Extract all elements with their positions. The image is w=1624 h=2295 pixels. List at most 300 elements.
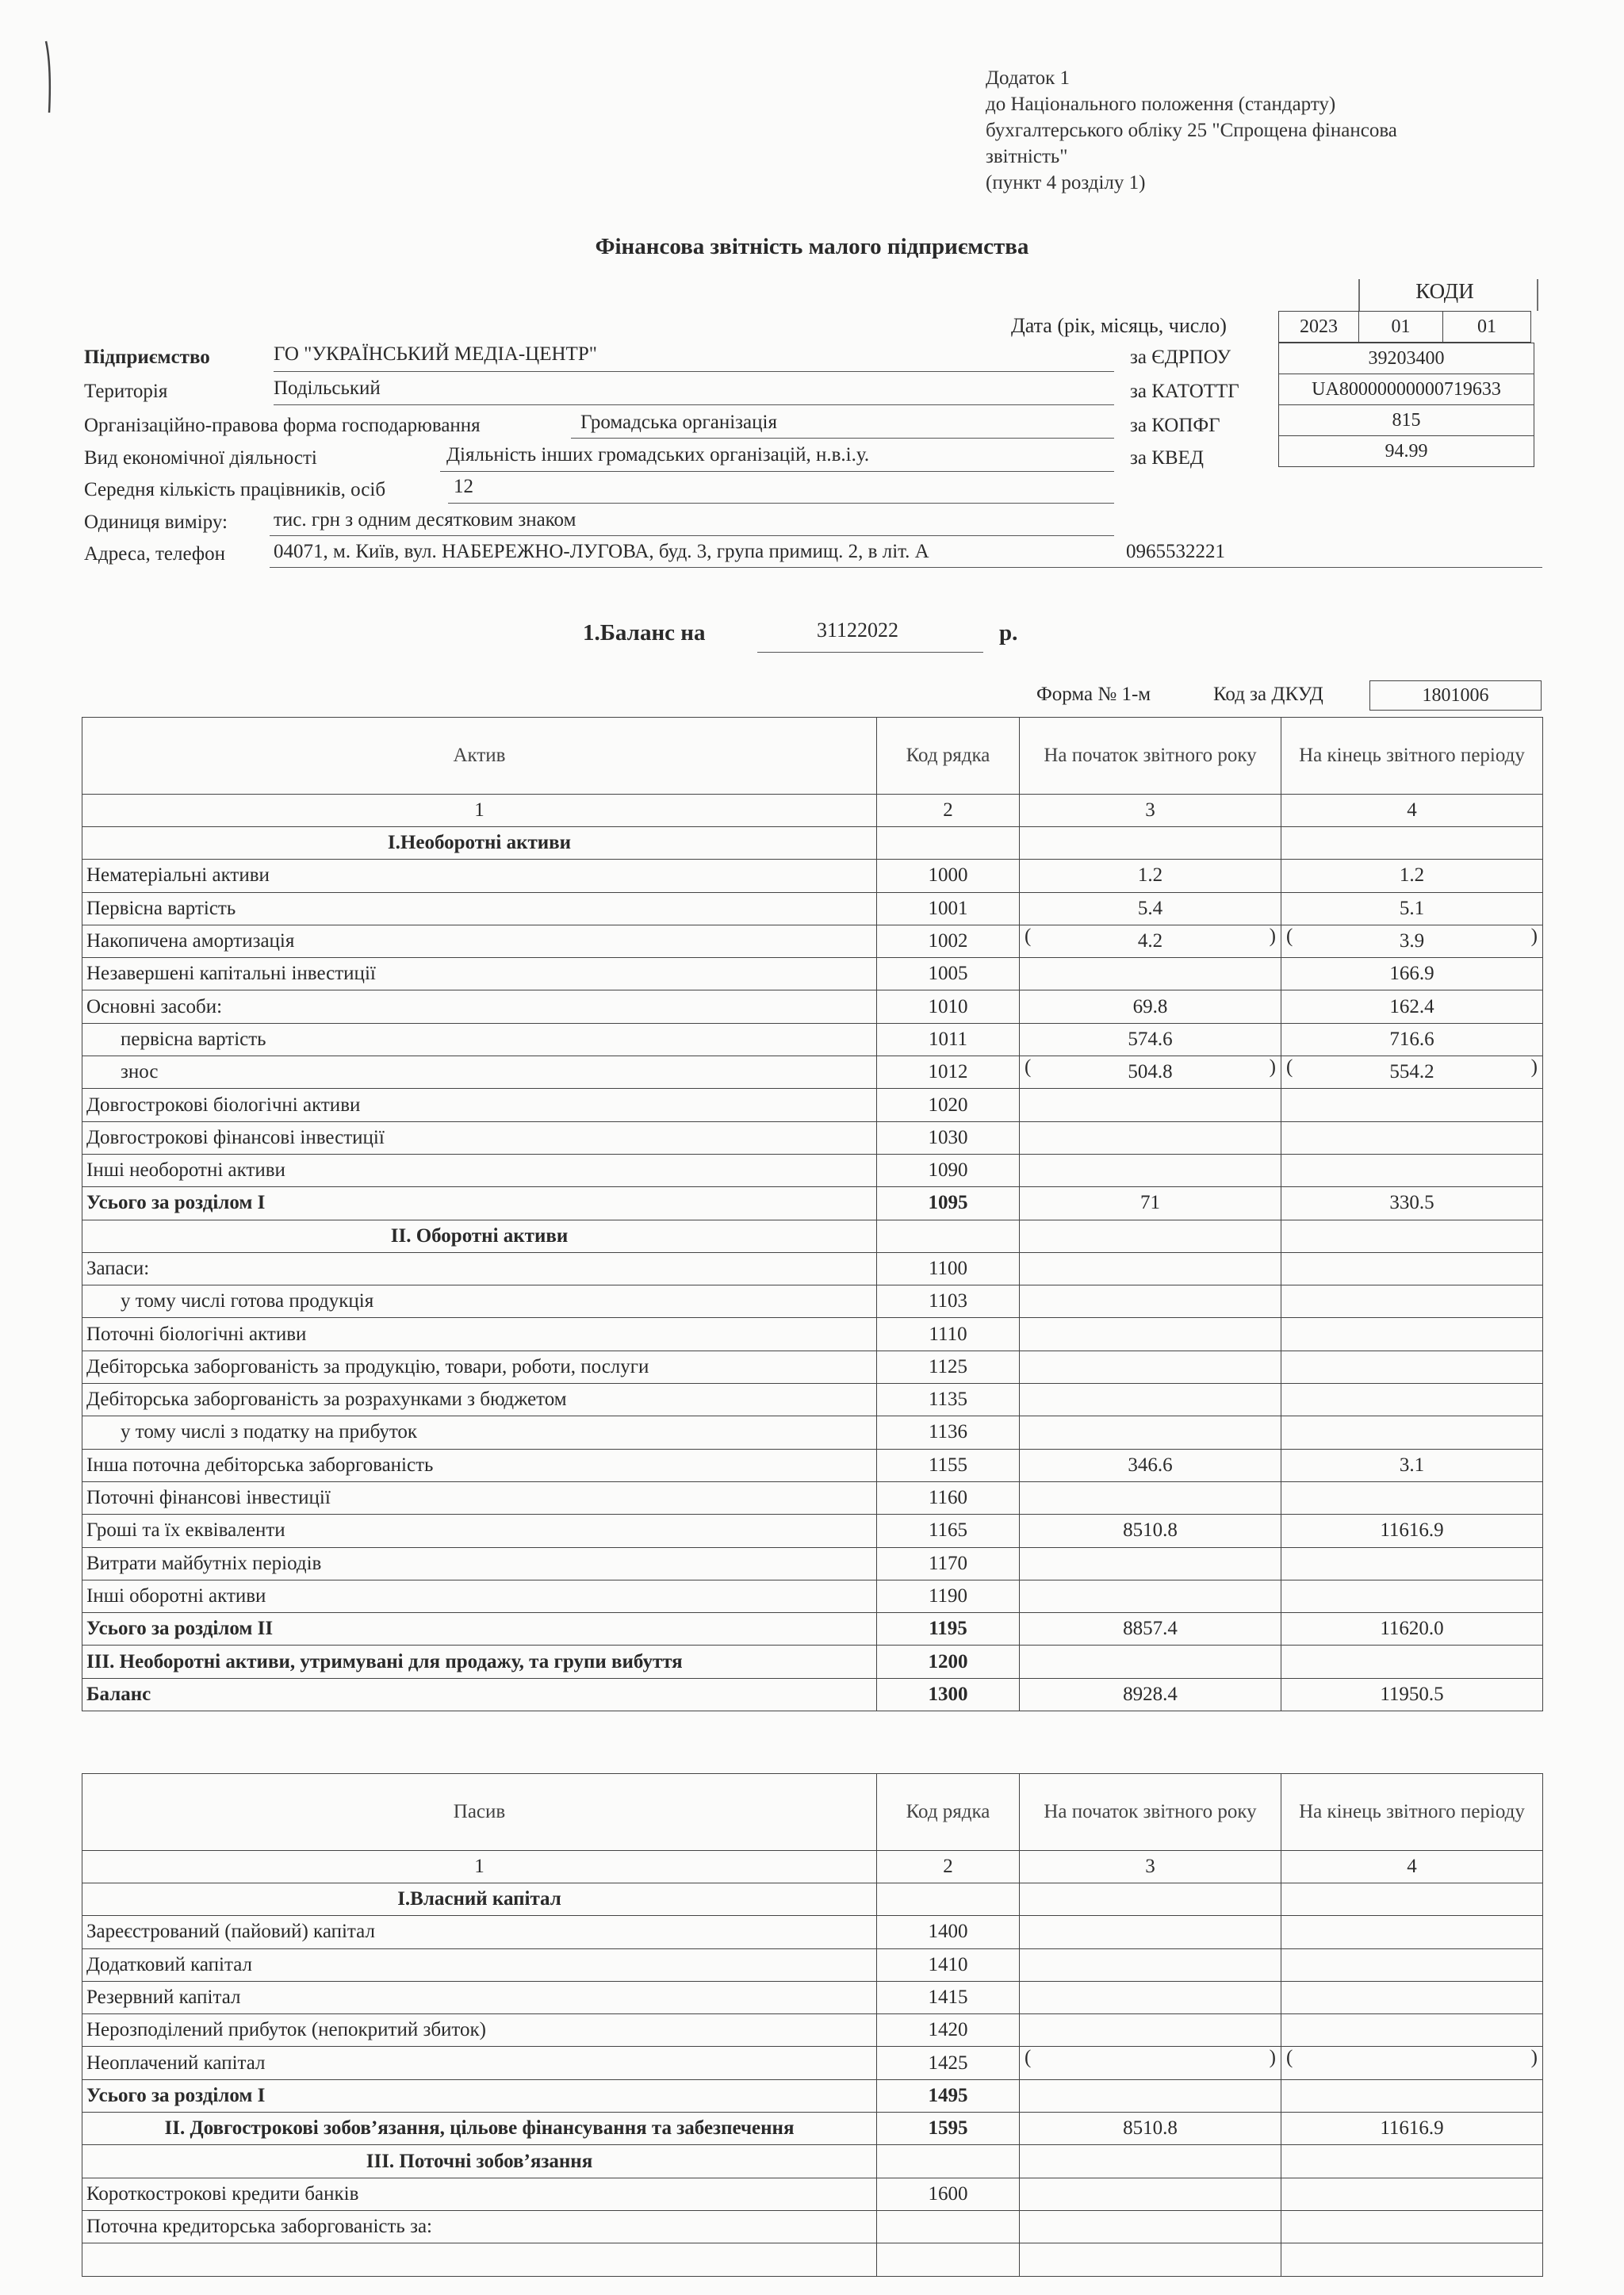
start-value-text: 8510.8 bbox=[1123, 1519, 1178, 1542]
column-header: На початок звітного року bbox=[1020, 1774, 1281, 1851]
close-paren: ) bbox=[1269, 925, 1276, 947]
handwritten-mark bbox=[41, 40, 57, 115]
column-header: Код рядка bbox=[877, 1774, 1020, 1851]
end-value bbox=[1281, 1547, 1543, 1580]
row-code: 1090 bbox=[877, 1154, 1020, 1186]
row-label: ІІ. Довгострокові зобов’язання, цільове фінансування та забезпечення bbox=[82, 2113, 877, 2145]
start-value-text: 69.8 bbox=[1132, 995, 1168, 1017]
code-day: 01 bbox=[1443, 312, 1531, 343]
code-kopfg: 815 bbox=[1279, 405, 1534, 436]
table-header-row bbox=[82, 1774, 1543, 1851]
row-label: І.Необоротні активи bbox=[82, 827, 877, 860]
row-code: 1011 bbox=[877, 1023, 1020, 1056]
underline bbox=[274, 404, 1114, 405]
row-code: 1005 bbox=[877, 958, 1020, 990]
phone-value: 0965532221 bbox=[1126, 541, 1225, 562]
enterprise-label: Підприємство bbox=[84, 347, 210, 368]
end-value bbox=[1281, 1449, 1543, 1481]
table-row bbox=[82, 1547, 1543, 1580]
za-katottg-label: за КАТОТТГ bbox=[1130, 381, 1239, 402]
row-code: 1012 bbox=[877, 1056, 1020, 1089]
addendum-line: (пункт 4 розділу 1) bbox=[986, 172, 1146, 193]
row-code: 1135 bbox=[877, 1384, 1020, 1416]
underline bbox=[571, 438, 1114, 439]
start-value bbox=[1020, 958, 1281, 990]
row-label bbox=[82, 2243, 877, 2276]
start-value bbox=[1020, 1883, 1281, 1916]
row-code: 1160 bbox=[877, 1481, 1020, 1514]
underline bbox=[270, 567, 1542, 568]
start-value bbox=[1020, 925, 1281, 957]
end-value bbox=[1281, 2210, 1543, 2243]
column-header: Пасив bbox=[82, 1774, 877, 1851]
table-header-row bbox=[82, 718, 1543, 795]
start-value bbox=[1020, 1056, 1281, 1089]
section-row bbox=[82, 2145, 1543, 2178]
end-value bbox=[1281, 1187, 1543, 1220]
underline bbox=[448, 503, 1114, 504]
end-value bbox=[1281, 1318, 1543, 1351]
start-value bbox=[1020, 1154, 1281, 1186]
table-row bbox=[82, 1515, 1543, 1547]
end-value bbox=[1281, 1351, 1543, 1383]
end-value bbox=[1281, 1580, 1543, 1612]
end-value bbox=[1281, 1285, 1543, 1318]
row-code: 1495 bbox=[877, 2079, 1020, 2112]
row-code bbox=[877, 827, 1020, 860]
section-row bbox=[82, 827, 1543, 860]
column-number: 3 bbox=[1020, 795, 1281, 827]
row-label: у тому числі готова продукція bbox=[82, 1285, 877, 1318]
row-label: Короткострокові кредити банків bbox=[82, 2178, 877, 2210]
start-value bbox=[1020, 2047, 1281, 2079]
row-code bbox=[877, 2210, 1020, 2243]
table-row bbox=[82, 1678, 1543, 1711]
row-code: 1000 bbox=[877, 860, 1020, 892]
row-label: ІІІ. Поточні зобов’язання bbox=[82, 2145, 877, 2178]
start-value bbox=[1020, 1252, 1281, 1285]
end-value bbox=[1281, 1481, 1543, 1514]
row-label: Поточна кредиторська заборгованість за: bbox=[82, 2210, 877, 2243]
row-code bbox=[877, 1220, 1020, 1252]
table-row bbox=[82, 1154, 1543, 1186]
row-code: 1170 bbox=[877, 1547, 1020, 1580]
section-row bbox=[82, 1220, 1543, 1252]
start-value bbox=[1020, 1416, 1281, 1449]
end-value bbox=[1281, 860, 1543, 892]
start-value bbox=[1020, 1220, 1281, 1252]
row-label: первісна вартість bbox=[82, 1023, 877, 1056]
employees-label: Середня кількість працівників, осіб bbox=[84, 479, 386, 500]
column-number: 1 bbox=[82, 795, 877, 827]
end-value-text: 11616.9 bbox=[1380, 2117, 1444, 2140]
end-value-text: 5.1 bbox=[1399, 897, 1425, 919]
end-value bbox=[1281, 958, 1543, 990]
column-number-row bbox=[82, 795, 1543, 827]
addendum-line: бухгалтерського обліку 25 "Спрощена фінансова bbox=[986, 120, 1397, 141]
addendum-note bbox=[986, 65, 1397, 196]
end-value bbox=[1281, 1089, 1543, 1121]
legal-form-label: Організаційно-правова форма господарювання bbox=[84, 415, 481, 436]
form-number-label: Форма № 1-м bbox=[1036, 684, 1151, 705]
start-value-text: 504.8 bbox=[1128, 1061, 1173, 1083]
row-label: Поточні біологічні активи bbox=[82, 1318, 877, 1351]
row-code: 1110 bbox=[877, 1318, 1020, 1351]
end-value-text: 11620.0 bbox=[1380, 1618, 1444, 1640]
table-row bbox=[82, 1089, 1543, 1121]
end-value bbox=[1281, 1981, 1543, 2013]
open-paren: ( bbox=[1286, 1056, 1293, 1079]
codes-divider bbox=[1536, 279, 1539, 311]
row-label: Незавершені капітальні інвестиції bbox=[82, 958, 877, 990]
open-paren: ( bbox=[1286, 925, 1293, 947]
enterprise-name: ГО "УКРАЇНСЬКИЙ МЕДІА-ЦЕНТР" bbox=[274, 343, 597, 365]
table-row bbox=[82, 1613, 1543, 1646]
table-row bbox=[82, 1580, 1543, 1612]
row-label: знос bbox=[82, 1056, 877, 1089]
row-label: Гроші та їх еквіваленти bbox=[82, 1515, 877, 1547]
row-code: 1400 bbox=[877, 1916, 1020, 1948]
balance-suffix: р. bbox=[999, 620, 1018, 646]
start-value bbox=[1020, 1678, 1281, 1711]
end-value bbox=[1281, 1613, 1543, 1646]
end-value-text: 330.5 bbox=[1389, 1192, 1434, 1214]
row-label: Баланс bbox=[82, 1678, 877, 1711]
row-label: Усього за розділом ІІ bbox=[82, 1613, 877, 1646]
table-row bbox=[82, 1948, 1543, 1981]
column-number: 3 bbox=[1020, 1851, 1281, 1883]
start-value bbox=[1020, 1547, 1281, 1580]
address-label: Адреса, телефон bbox=[84, 543, 225, 565]
date-label: Дата (рік, місяць, число) bbox=[1011, 314, 1227, 337]
row-label: Усього за розділом І bbox=[82, 2079, 877, 2112]
table-row bbox=[82, 1318, 1543, 1351]
table-row bbox=[82, 1187, 1543, 1220]
column-header: На кінець звітного періоду bbox=[1281, 1774, 1543, 1851]
start-value bbox=[1020, 1646, 1281, 1678]
open-paren: ( bbox=[1025, 2047, 1032, 2069]
start-value bbox=[1020, 2145, 1281, 2178]
end-value bbox=[1281, 1121, 1543, 1154]
end-value bbox=[1281, 1056, 1543, 1089]
row-label: Довгострокові біологічні активи bbox=[82, 1089, 877, 1121]
addendum-line: звітність" bbox=[986, 146, 1068, 167]
end-value bbox=[1281, 2014, 1543, 2047]
end-value bbox=[1281, 1883, 1543, 1916]
row-code: 1155 bbox=[877, 1449, 1020, 1481]
row-code: 1200 bbox=[877, 1646, 1020, 1678]
table-row bbox=[82, 1981, 1543, 2013]
assets-table bbox=[82, 717, 1543, 1711]
balance-date: 31122022 bbox=[817, 619, 899, 642]
activity-value: Діяльність інших громадських організацій, н.в.і.у. bbox=[446, 444, 870, 466]
start-value bbox=[1020, 2178, 1281, 2210]
end-value bbox=[1281, 1916, 1543, 1948]
row-code: 1165 bbox=[877, 1515, 1020, 1547]
unit-value: тис. грн з одним десятковим знаком bbox=[274, 509, 576, 531]
end-value bbox=[1281, 1220, 1543, 1252]
close-paren: ) bbox=[1269, 1056, 1276, 1079]
code-month: 01 bbox=[1359, 312, 1443, 343]
start-value bbox=[1020, 1121, 1281, 1154]
za-edrpou-label: за ЄДРПОУ bbox=[1130, 347, 1231, 368]
end-value-text: 1.2 bbox=[1399, 864, 1425, 887]
table-row bbox=[82, 2113, 1543, 2145]
table-row bbox=[82, 1056, 1543, 1089]
start-value-text: 5.4 bbox=[1137, 897, 1163, 919]
table-row bbox=[82, 1416, 1543, 1449]
start-value bbox=[1020, 1481, 1281, 1514]
start-value bbox=[1020, 1384, 1281, 1416]
addendum-line: до Національного положення (стандарту) bbox=[986, 94, 1336, 115]
start-value bbox=[1020, 1187, 1281, 1220]
start-value bbox=[1020, 2113, 1281, 2145]
row-label: Основні засоби: bbox=[82, 990, 877, 1023]
start-value bbox=[1020, 1580, 1281, 1612]
start-value-text: 8857.4 bbox=[1123, 1618, 1178, 1640]
table-row bbox=[82, 2178, 1543, 2210]
end-value-text: 11950.5 bbox=[1380, 1683, 1444, 1705]
end-value-text: 3.1 bbox=[1399, 1454, 1425, 1476]
codes-date-grid bbox=[1278, 311, 1531, 343]
end-value bbox=[1281, 2243, 1543, 2276]
start-value bbox=[1020, 990, 1281, 1023]
codes-header: КОДИ bbox=[1415, 279, 1474, 303]
end-value bbox=[1281, 1646, 1543, 1678]
end-value bbox=[1281, 892, 1543, 925]
table-row bbox=[82, 1646, 1543, 1678]
start-value-text: 574.6 bbox=[1128, 1028, 1173, 1050]
row-code bbox=[877, 1883, 1020, 1916]
section-row bbox=[82, 1883, 1543, 1916]
row-code: 1600 bbox=[877, 2178, 1020, 2210]
row-code: 1425 bbox=[877, 2047, 1020, 2079]
table-row bbox=[82, 1449, 1543, 1481]
start-value bbox=[1020, 1948, 1281, 1981]
balance-title: 1.Баланс на bbox=[583, 620, 706, 646]
code-year: 2023 bbox=[1279, 312, 1359, 343]
addendum-line: Додаток 1 bbox=[986, 67, 1070, 89]
row-label: Усього за розділом І bbox=[82, 1187, 877, 1220]
column-header: На кінець звітного періоду bbox=[1281, 718, 1543, 795]
end-value bbox=[1281, 2047, 1543, 2079]
row-code: 1125 bbox=[877, 1351, 1020, 1383]
start-value bbox=[1020, 2243, 1281, 2276]
row-code: 1100 bbox=[877, 1252, 1020, 1285]
close-paren: ) bbox=[1269, 2047, 1276, 2069]
row-code: 1020 bbox=[877, 1089, 1020, 1121]
column-number: 2 bbox=[877, 795, 1020, 827]
row-code: 1095 bbox=[877, 1187, 1020, 1220]
code-kved: 94.99 bbox=[1279, 436, 1534, 467]
row-code: 1415 bbox=[877, 1981, 1020, 2013]
dkud-code: 1801006 bbox=[1369, 680, 1542, 711]
end-value bbox=[1281, 1678, 1543, 1711]
row-code: 1300 bbox=[877, 1678, 1020, 1711]
row-label: Витрати майбутніх періодів bbox=[82, 1547, 877, 1580]
open-paren: ( bbox=[1025, 1056, 1032, 1079]
start-value bbox=[1020, 2210, 1281, 2243]
end-value bbox=[1281, 1384, 1543, 1416]
row-code: 1103 bbox=[877, 1285, 1020, 1318]
end-value bbox=[1281, 925, 1543, 957]
row-label: І.Власний капітал bbox=[82, 1883, 877, 1916]
start-value bbox=[1020, 1916, 1281, 1948]
table-row bbox=[82, 1916, 1543, 1948]
row-code: 1195 bbox=[877, 1613, 1020, 1646]
start-value bbox=[1020, 2014, 1281, 2047]
end-value bbox=[1281, 990, 1543, 1023]
column-number: 1 bbox=[82, 1851, 877, 1883]
row-label: ІІІ. Необоротні активи, утримувані для продажу, та групи вибуття bbox=[82, 1646, 877, 1678]
close-paren: ) bbox=[1530, 925, 1538, 947]
row-label: Запаси: bbox=[82, 1252, 877, 1285]
row-label: Інші необоротні активи bbox=[82, 1154, 877, 1186]
end-value-text: 11616.9 bbox=[1380, 1519, 1444, 1542]
start-value bbox=[1020, 1285, 1281, 1318]
start-value bbox=[1020, 827, 1281, 860]
row-label: у тому числі з податку на прибуток bbox=[82, 1416, 877, 1449]
activity-label: Вид економічної діяльності bbox=[84, 447, 317, 469]
start-value bbox=[1020, 1351, 1281, 1383]
table-row bbox=[82, 2210, 1543, 2243]
start-value-text: 1.2 bbox=[1137, 864, 1163, 887]
start-value bbox=[1020, 860, 1281, 892]
code-edrpou: 39203400 bbox=[1279, 343, 1534, 374]
underline bbox=[270, 535, 1114, 536]
table-row bbox=[82, 958, 1543, 990]
row-code: 1136 bbox=[877, 1416, 1020, 1449]
za-kved-label: за КВЕД bbox=[1130, 447, 1204, 469]
column-number: 4 bbox=[1281, 795, 1543, 827]
end-value bbox=[1281, 1023, 1543, 1056]
end-value bbox=[1281, 1948, 1543, 1981]
column-header: На початок звітного року bbox=[1020, 718, 1281, 795]
table-row bbox=[82, 1121, 1543, 1154]
liabilities-table bbox=[82, 1773, 1543, 2277]
row-label: Довгострокові фінансові інвестиції bbox=[82, 1121, 877, 1154]
legal-form-value: Громадська організація bbox=[580, 412, 777, 433]
start-value bbox=[1020, 1089, 1281, 1121]
za-kopfg-label: за КОПФГ bbox=[1130, 415, 1220, 436]
start-value-text: 346.6 bbox=[1128, 1454, 1173, 1476]
codes-divider bbox=[1358, 279, 1361, 311]
row-code: 1002 bbox=[877, 925, 1020, 957]
row-label: Нерозподілений прибуток (непокритий збиток) bbox=[82, 2014, 877, 2047]
start-value-text: 71 bbox=[1140, 1192, 1160, 1214]
row-label: Неоплачений капітал bbox=[82, 2047, 877, 2079]
row-code: 1030 bbox=[877, 1121, 1020, 1154]
end-value bbox=[1281, 2113, 1543, 2145]
table-row bbox=[82, 1384, 1543, 1416]
codes-grid bbox=[1278, 343, 1534, 467]
table-row bbox=[82, 1252, 1543, 1285]
table-row bbox=[82, 1481, 1543, 1514]
start-value bbox=[1020, 1449, 1281, 1481]
start-value bbox=[1020, 1318, 1281, 1351]
row-code: 1190 bbox=[877, 1580, 1020, 1612]
row-label: Накопичена амортизація bbox=[82, 925, 877, 957]
row-label: ІІ. Оборотні активи bbox=[82, 1220, 877, 1252]
table-row bbox=[82, 990, 1543, 1023]
end-value bbox=[1281, 1154, 1543, 1186]
column-number-row bbox=[82, 1851, 1543, 1883]
dkud-label: Код за ДКУД bbox=[1213, 684, 1323, 705]
end-value-text: 162.4 bbox=[1389, 995, 1434, 1017]
row-label: Інші оборотні активи bbox=[82, 1580, 877, 1612]
table-row bbox=[82, 1351, 1543, 1383]
row-label: Дебіторська заборгованість за продукцію, товари, роботи, послуги bbox=[82, 1351, 877, 1383]
open-paren: ( bbox=[1025, 925, 1032, 947]
end-value bbox=[1281, 2178, 1543, 2210]
table-row bbox=[82, 860, 1543, 892]
column-header: Код рядка bbox=[877, 718, 1020, 795]
table-row bbox=[82, 2014, 1543, 2047]
start-value bbox=[1020, 1515, 1281, 1547]
start-value bbox=[1020, 1023, 1281, 1056]
start-value bbox=[1020, 892, 1281, 925]
row-code bbox=[877, 2243, 1020, 2276]
end-value bbox=[1281, 1515, 1543, 1547]
row-code bbox=[877, 2145, 1020, 2178]
end-value-text: 554.2 bbox=[1389, 1061, 1434, 1083]
employees-value: 12 bbox=[454, 476, 473, 497]
table-row bbox=[82, 892, 1543, 925]
end-value-text: 166.9 bbox=[1389, 963, 1434, 985]
end-value bbox=[1281, 1416, 1543, 1449]
row-label: Поточні фінансові інвестиції bbox=[82, 1481, 877, 1514]
start-value-text: 8928.4 bbox=[1123, 1683, 1178, 1705]
end-value bbox=[1281, 827, 1543, 860]
start-value bbox=[1020, 1613, 1281, 1646]
row-label: Додатковий капітал bbox=[82, 1948, 877, 1981]
row-label: Нематеріальні активи bbox=[82, 860, 877, 892]
code-katottg: UA80000000000719633 bbox=[1279, 374, 1534, 405]
underline bbox=[757, 652, 983, 653]
row-code: 1595 bbox=[877, 2113, 1020, 2145]
open-paren: ( bbox=[1286, 2047, 1293, 2069]
table-row bbox=[82, 2047, 1543, 2079]
close-paren: ) bbox=[1530, 2047, 1538, 2069]
document-title: Фінансова звітність малого підприємства bbox=[595, 234, 1029, 259]
table-row bbox=[82, 1023, 1543, 1056]
row-code: 1410 bbox=[877, 1948, 1020, 1981]
unit-label: Одиниця виміру: bbox=[84, 511, 228, 533]
row-label: Первісна вартість bbox=[82, 892, 877, 925]
end-value-text: 3.9 bbox=[1399, 930, 1425, 952]
row-code: 1420 bbox=[877, 2014, 1020, 2047]
row-label: Інша поточна дебіторська заборгованість bbox=[82, 1449, 877, 1481]
start-value bbox=[1020, 2079, 1281, 2112]
start-value bbox=[1020, 1981, 1281, 2013]
end-value bbox=[1281, 2079, 1543, 2112]
territory-value: Подільський bbox=[274, 377, 381, 399]
end-value-text: 716.6 bbox=[1389, 1028, 1434, 1050]
start-value-text: 4.2 bbox=[1137, 930, 1163, 952]
underline bbox=[440, 471, 1114, 472]
underline bbox=[274, 371, 1114, 372]
end-value bbox=[1281, 2145, 1543, 2178]
start-value-text: 8510.8 bbox=[1123, 2117, 1178, 2140]
row-code: 1010 bbox=[877, 990, 1020, 1023]
table-row bbox=[82, 1285, 1543, 1318]
table-row bbox=[82, 2243, 1543, 2276]
row-label: Резервний капітал bbox=[82, 1981, 877, 2013]
territory-label: Територія bbox=[84, 381, 168, 402]
row-code: 1001 bbox=[877, 892, 1020, 925]
column-header: Актив bbox=[82, 718, 877, 795]
table-row bbox=[82, 925, 1543, 957]
